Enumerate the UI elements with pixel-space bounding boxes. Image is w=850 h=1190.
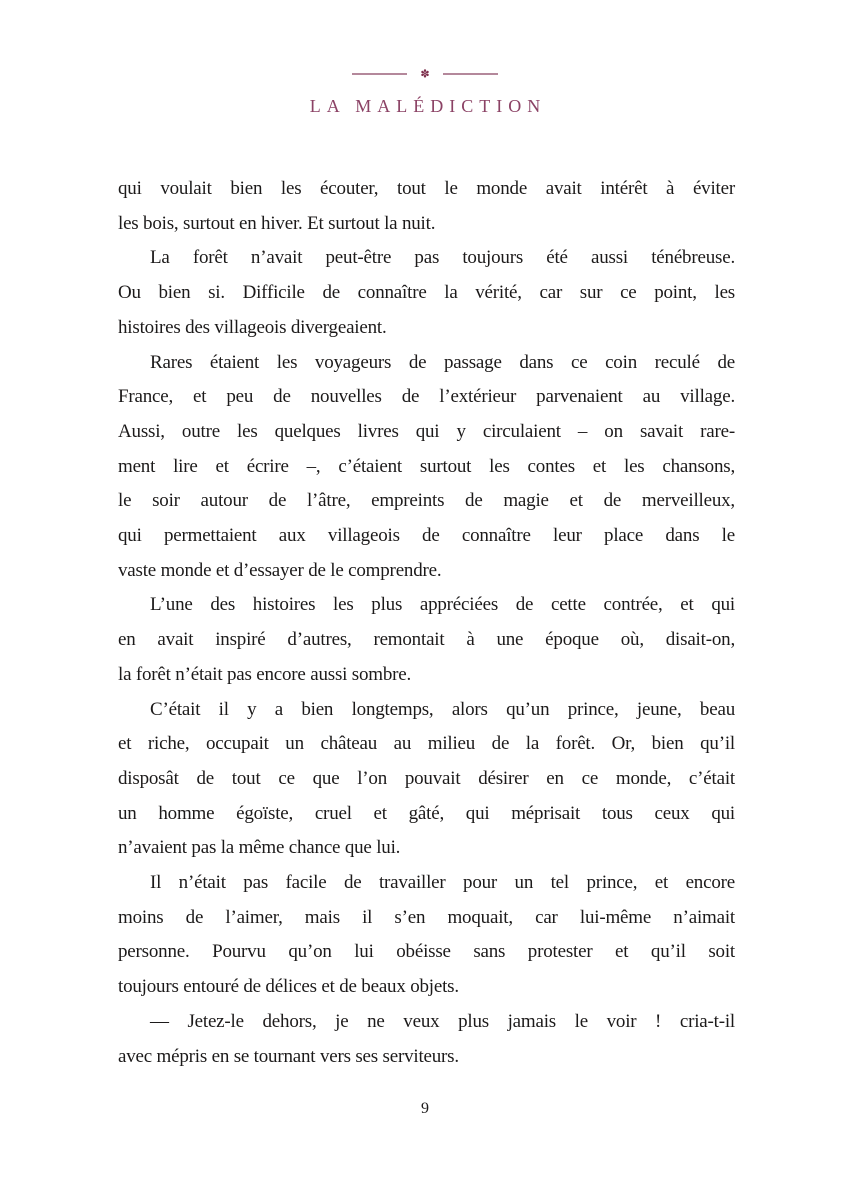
text-line: France, et peu de nouvelles de l’extérieur parvenaient au village.	[118, 386, 735, 408]
paragraph	[118, 866, 735, 1005]
paragraph	[118, 172, 735, 241]
text-line: ment lire et écrire –, c’étaient surtout les contes et les chansons,	[118, 455, 735, 477]
chapter-title: LA MALÉDICTION	[309, 96, 547, 116]
text-line: toujours entouré de délices et de beaux objets.	[118, 976, 459, 998]
text-line: moins de l’aimer, mais il s’en moquait, car lui-même n’aimait	[118, 906, 735, 928]
text-line: vaste monde et d’essayer de le comprendre.	[118, 559, 442, 581]
ornament-rule-right	[443, 73, 498, 75]
text-line: C’était il y a bien longtemps, alors qu’un prince, jeune, beau	[150, 698, 735, 720]
paragraph	[118, 1005, 735, 1074]
paragraph	[118, 693, 735, 867]
page-number: 9	[421, 1100, 429, 1117]
text-line: et riche, occupait un château au milieu de la forêt. Or, bien qu’il	[118, 733, 735, 755]
text-line: la forêt n’était pas encore aussi sombre.	[118, 663, 412, 685]
text-line: les bois, surtout en hiver. Et surtout la nuit.	[118, 212, 436, 234]
body-text	[118, 172, 735, 1074]
text-line: — Jetez-le dehors, je ne veux plus jamais le voir ! cria-t-il	[150, 1010, 735, 1032]
ornament-rule-left	[352, 73, 407, 75]
text-line: qui permettaient aux villageois de connaître leur place dans le	[118, 525, 735, 547]
text-line: avec mépris en se tournant vers ses serviteurs.	[118, 1045, 459, 1067]
text-line: qui voulait bien les écouter, tout le monde avait intérêt à éviter	[118, 178, 735, 199]
chapter-ornament	[0, 66, 850, 82]
paragraph	[118, 241, 735, 345]
text-line: Il n’était pas facile de travailler pour un tel prince, et encore	[150, 872, 735, 894]
text-line: le soir autour de l’âtre, empreints de magie et de merveilleux,	[118, 490, 735, 512]
paragraph	[118, 588, 735, 692]
text-line: Ou bien si. Difficile de connaître la vérité, car sur ce point, les	[118, 282, 735, 304]
text-line: La forêt n’avait peut-être pas toujours été aussi ténébreuse.	[150, 247, 735, 269]
text-line: personne. Pourvu qu’on lui obéisse sans protester et qu’il soit	[118, 941, 735, 963]
text-line: L’une des histoires les plus appréciées de cette contrée, et qui	[150, 594, 735, 616]
text-line: un homme égoïste, cruel et gâté, qui méprisait tous ceux qui	[118, 802, 735, 824]
flower-star-icon: ✽	[420, 67, 430, 80]
text-line: histoires des villageois divergeaient.	[118, 316, 387, 338]
text-line: n’avaient pas la même chance que lui.	[118, 837, 401, 859]
paragraph	[118, 346, 735, 589]
text-line: en avait inspiré d’autres, remontait à une époque où, disait-on,	[118, 629, 735, 651]
text-line: Aussi, outre les quelques livres qui y circulaient – on savait rare-	[118, 420, 735, 442]
text-line: disposât de tout ce que l’on pouvait désirer en ce monde, c’était	[118, 767, 735, 789]
text-line: Rares étaient les voyageurs de passage dans ce coin reculé de	[150, 351, 735, 373]
